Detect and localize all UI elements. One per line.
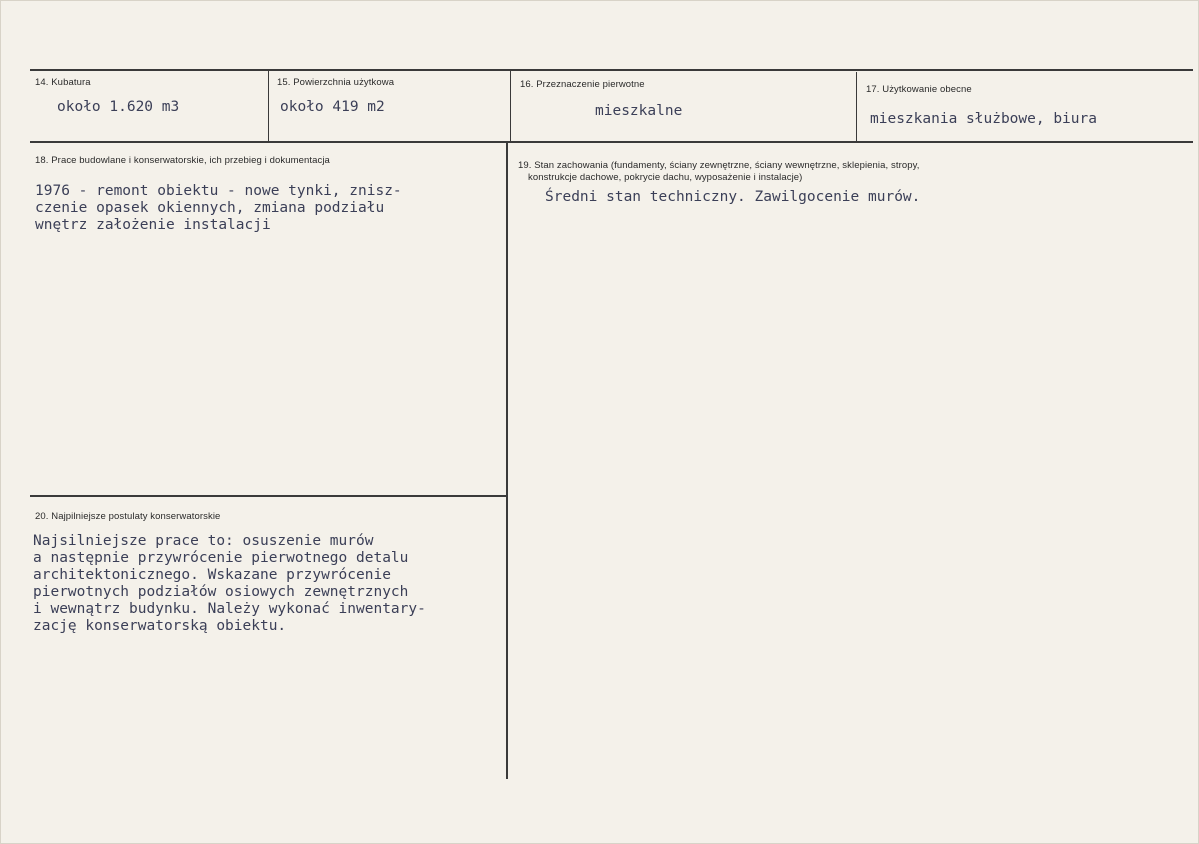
- field-19-value: Średni stan techniczny. Zawilgocenie murów.: [545, 189, 921, 205]
- field-16-value: mieszkalne: [595, 103, 683, 119]
- field-17-label: 17. Użytkowanie obecne: [866, 84, 972, 95]
- field-18-line-2: czenie opasek okiennych, zmiana podziału: [35, 200, 385, 216]
- section-18-bottom-rule: [30, 495, 506, 497]
- field-20-line-4: pierwotnych podziałów osiowych zewnętrznych: [33, 584, 409, 600]
- field-20-label: 20. Najpilniejsze postulaty konserwatorskie: [35, 511, 221, 522]
- header-bottom-rule: [30, 141, 1193, 143]
- divider-14-15: [268, 70, 269, 142]
- field-15-value: około 419 m2: [280, 99, 385, 115]
- field-18-line-3: wnętrz założenie instalacji: [35, 217, 271, 233]
- field-15-label: 15. Powierzchnia użytkowa: [277, 77, 395, 88]
- field-14-value: około 1.620 m3: [57, 99, 180, 115]
- divider-16-17: [856, 72, 857, 142]
- field-18-line-1: 1976 - remont obiektu - nowe tynki, znisz-: [35, 183, 402, 199]
- field-19-label-line-2: konstrukcje dachowe, pokrycie dachu, wyposażenie i instalacje): [528, 172, 803, 183]
- field-20-line-5: i wewnątrz budynku. Należy wykonać inwentary-: [33, 601, 426, 617]
- field-14-label: 14. Kubatura: [35, 77, 91, 88]
- field-18-label: 18. Prace budowlane i konserwatorskie, ich przebieg i dokumentacja: [35, 155, 330, 166]
- divider-15-16: [510, 70, 511, 142]
- top-rule: [30, 69, 1193, 71]
- field-19-label-line-1: 19. Stan zachowania (fundamenty, ściany zewnętrzne, ściany wewnętrzne, sklepienia, stropy,: [518, 160, 920, 171]
- field-20-line-2: a następnie przywrócenie pierwotnego detalu: [33, 550, 409, 566]
- field-16-label: 16. Przeznaczenie pierwotne: [520, 79, 645, 90]
- center-divider: [506, 143, 508, 779]
- field-20-line-1: Najsilniejsze prace to: osuszenie murów: [33, 533, 374, 549]
- field-20-line-6: zację konserwatorską obiektu.: [33, 618, 287, 634]
- field-20-line-3: architektonicznego. Wskazane przywrócenie: [33, 567, 391, 583]
- field-17-value: mieszkania służbowe, biura: [870, 111, 1097, 127]
